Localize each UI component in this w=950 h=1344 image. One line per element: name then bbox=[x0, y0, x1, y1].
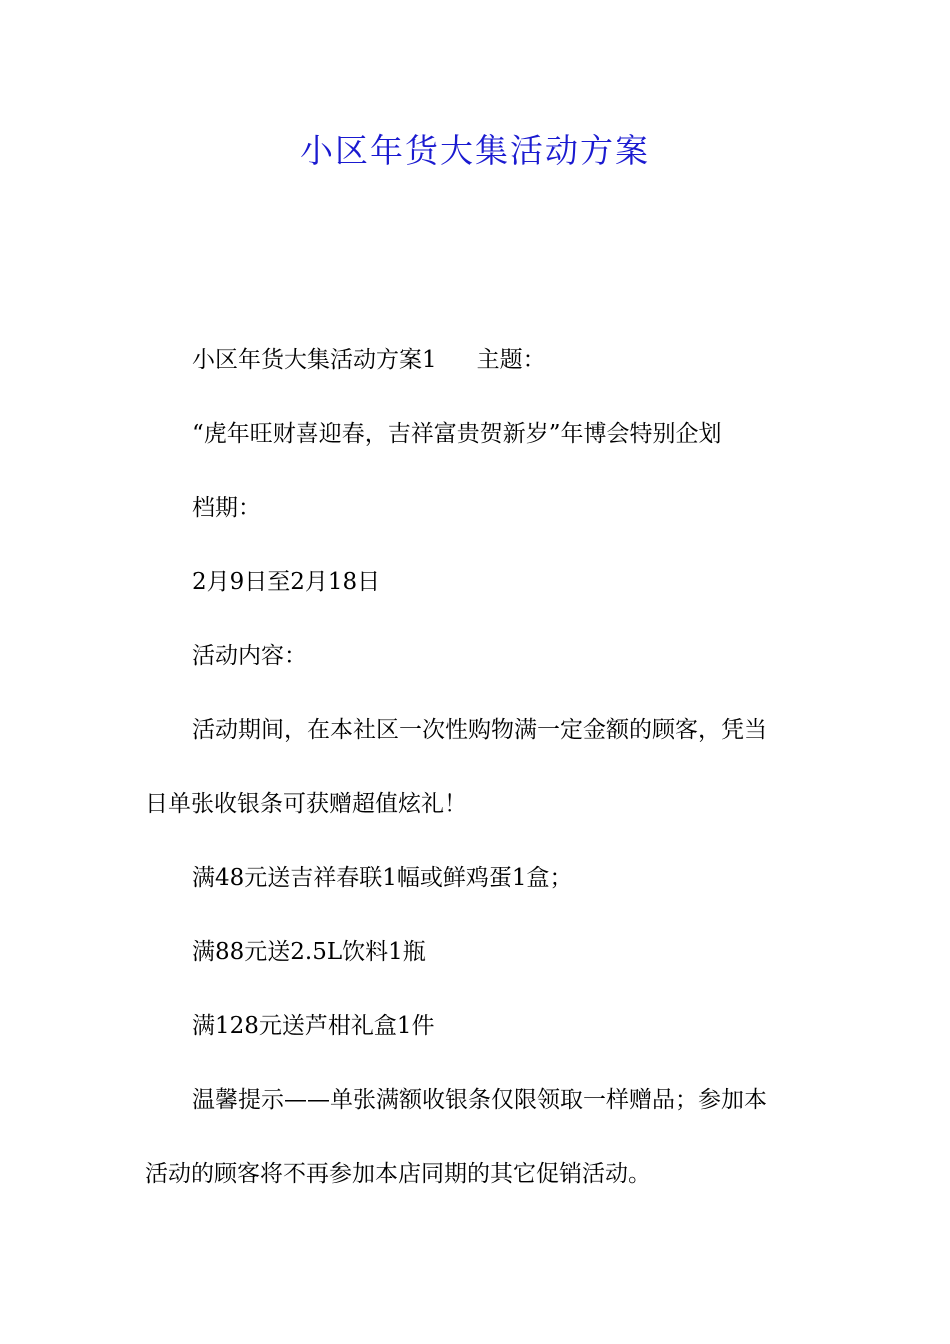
document-body bbox=[145, 336, 810, 1224]
notice-paragraph-line: 活动的顾客将不再参加本店同期的其它促销活动。 bbox=[145, 1161, 651, 1187]
content-paragraph-line: 活动期间，在本社区一次性购物满一定金额的顾客，凭当 bbox=[192, 717, 767, 743]
theme-text: “虎年旺财喜迎春，吉祥富贵贺新岁”年博会特别企划 bbox=[192, 421, 722, 447]
reward-tier-line: 满88元送2.5L饮料1瓶 bbox=[192, 939, 426, 965]
reward-tier-line: 满128元送芦柑礼盒1件 bbox=[192, 1013, 435, 1039]
section-heading: 小区年货大集活动方案1 bbox=[192, 347, 437, 373]
document-title: 小区年货大集活动方案 bbox=[300, 131, 650, 170]
paragraph-line bbox=[145, 336, 810, 384]
reward-tier-line: 满48元送吉祥春联1幅或鲜鸡蛋1盒； bbox=[192, 865, 573, 891]
notice-paragraph-line: 温馨提示——单张满额收银条仅限领取一样赠品；参加本 bbox=[192, 1087, 767, 1113]
schedule-dates: 2月9日至2月18日 bbox=[192, 569, 381, 595]
theme-label: 主题： bbox=[476, 347, 546, 373]
content-label: 活动内容： bbox=[192, 643, 307, 669]
content-paragraph-line: 日单张收银条可获赠超值炫礼！ bbox=[145, 791, 467, 817]
schedule-label: 档期： bbox=[192, 495, 261, 521]
